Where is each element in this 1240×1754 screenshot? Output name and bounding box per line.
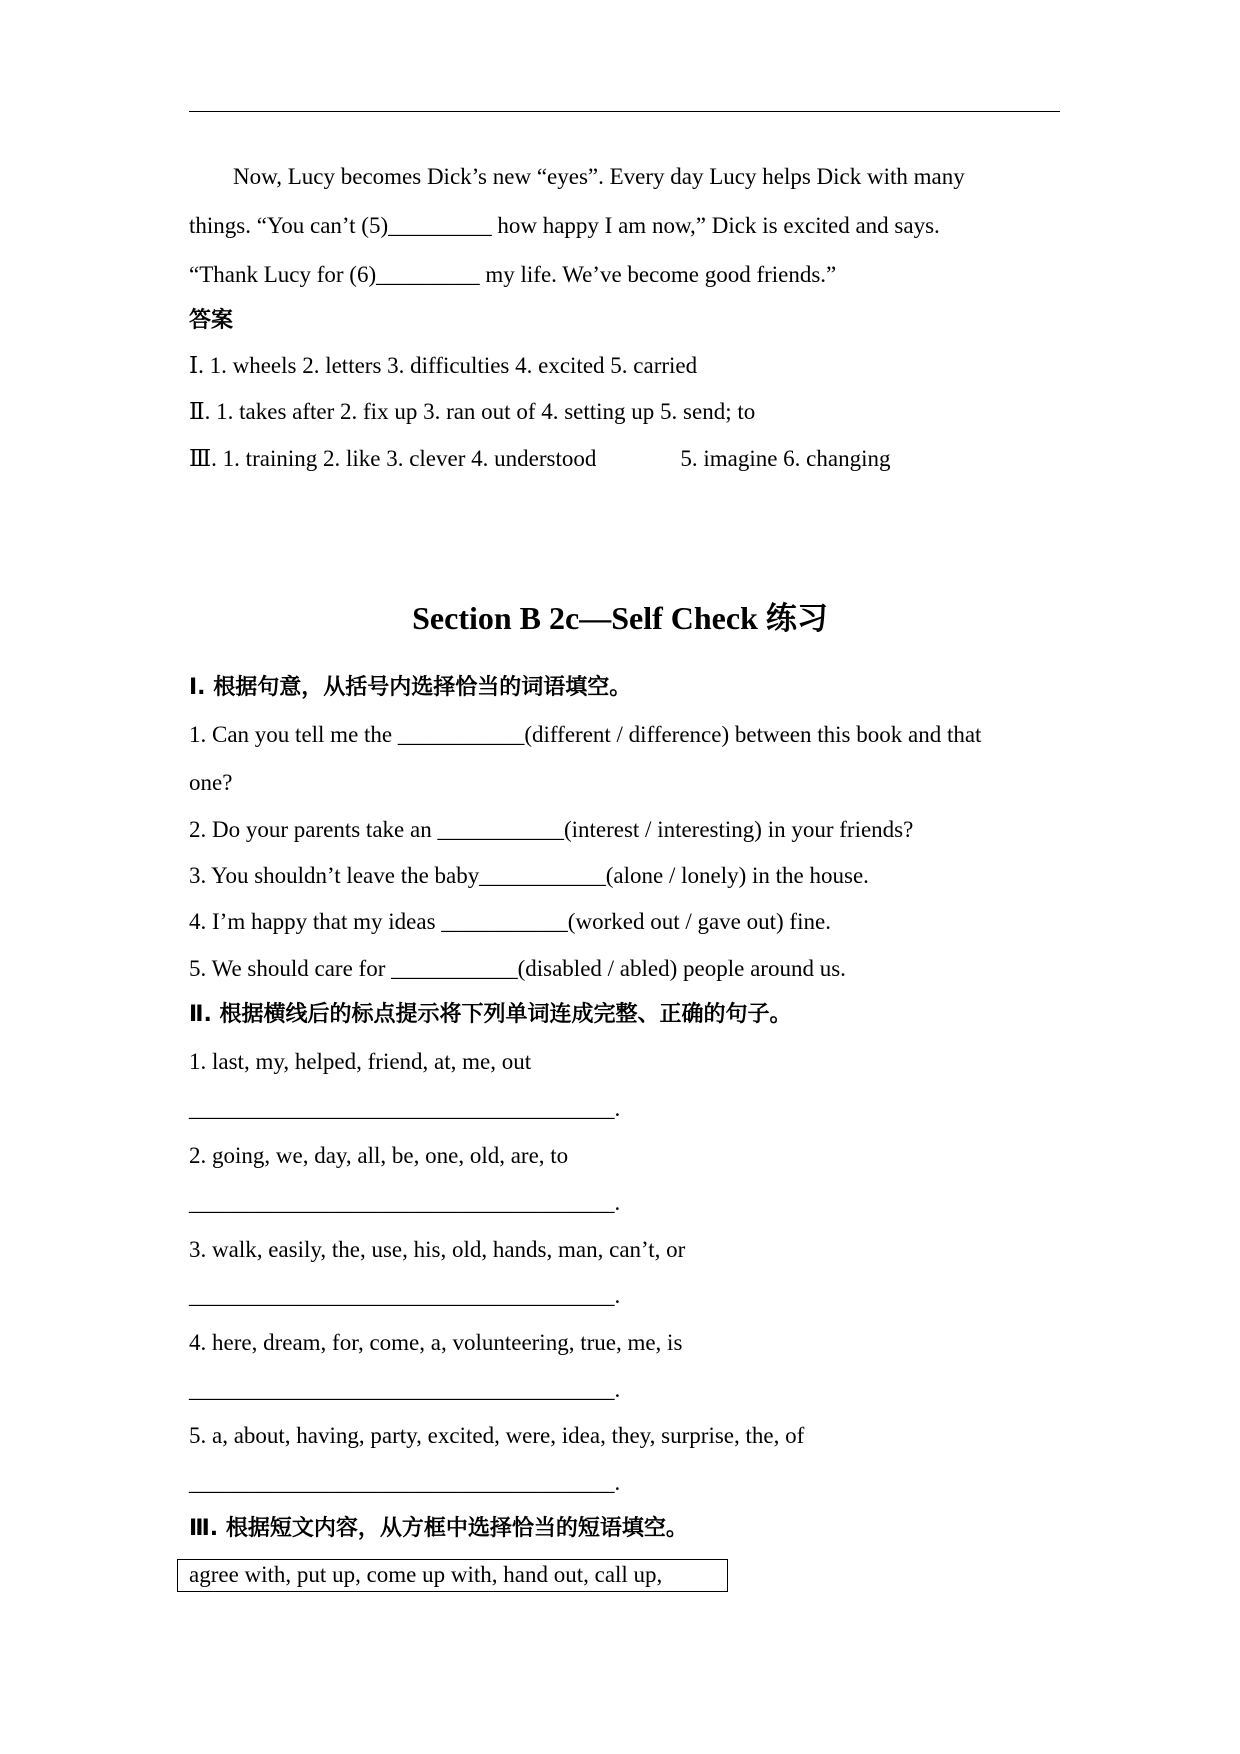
part2-heading: Ⅱ. 根据横线后的标点提示将下列单词连成完整、正确的句子。 <box>189 1002 792 1027</box>
section-title-cn: 练习 <box>765 601 828 637</box>
answers-row-3b: 5. imagine 6. changing <box>680 446 891 471</box>
answers-row-3a: Ⅲ. 1. training 2. like 3. clever 4. understood <box>189 446 597 471</box>
passage-line-3: “Thank Lucy for (6)_________ my life. We’ve become good friends.” <box>189 262 837 287</box>
answers-row-1: Ⅰ. 1. wheels 2. letters 3. difficulties 4. excited 5. carried <box>189 353 698 378</box>
part2-q1-blank: _____________________________________. <box>189 1096 621 1121</box>
part1-q2: 2. Do your parents take an ___________(interest / interesting) in your friends? <box>189 817 914 842</box>
phrase-box-text: agree with, put up, come up with, hand out, call up, <box>189 1562 663 1587</box>
passage-line-1: Now, Lucy becomes Dick’s new “eyes”. Every day Lucy helps Dick with many <box>233 164 965 189</box>
part1-q4: 4. I’m happy that my ideas ___________(worked out / gave out) fine. <box>189 909 831 934</box>
part3-heading: Ⅲ. 根据短文内容，从方框中选择恰当的短语填空。 <box>189 1516 688 1541</box>
part1-q1-line-2: one? <box>189 770 233 795</box>
part2-q1: 1. last, my, helped, friend, at, me, out <box>189 1049 532 1074</box>
part1-q5: 5. We should care for ___________(disabled / abled) people around us. <box>189 956 846 981</box>
section-title <box>0 598 1240 639</box>
part2-q2-blank: _____________________________________. <box>189 1190 621 1215</box>
part2-q2: 2. going, we, day, all, be, one, old, are, to <box>189 1143 569 1168</box>
part1-q1-line-1: 1. Can you tell me the ___________(different / difference) between this book and that <box>189 722 982 747</box>
part2-q3-blank: _____________________________________. <box>189 1283 621 1308</box>
answers-row-2: Ⅱ. 1. takes after 2. fix up 3. ran out of 4. setting up 5. send; to <box>189 399 756 424</box>
part1-q3: 3. You shouldn’t leave the baby___________(alone / lonely) in the house. <box>189 863 869 888</box>
answers-heading: 答案 <box>189 308 234 333</box>
part2-q4-blank: _____________________________________. <box>189 1377 621 1402</box>
header-rule <box>189 111 1060 112</box>
answers-row-3 <box>189 445 891 473</box>
part2-q5: 5. a, about, having, party, excited, were, idea, they, surprise, the, of <box>189 1423 805 1448</box>
part1-heading: Ⅰ. 根据句意，从括号内选择恰当的词语填空。 <box>189 675 632 700</box>
part2-q4: 4. here, dream, for, come, a, volunteering, true, me, is <box>189 1330 683 1355</box>
part2-q5-blank: _____________________________________. <box>189 1470 621 1495</box>
passage-line-2: things. “You can’t (5)_________ how happy I am now,” Dick is excited and says. <box>189 213 940 238</box>
section-title-en: Section B 2c—Self Check <box>412 600 766 636</box>
part2-q3: 3. walk, easily, the, use, his, old, hands, man, can’t, or <box>189 1237 686 1262</box>
